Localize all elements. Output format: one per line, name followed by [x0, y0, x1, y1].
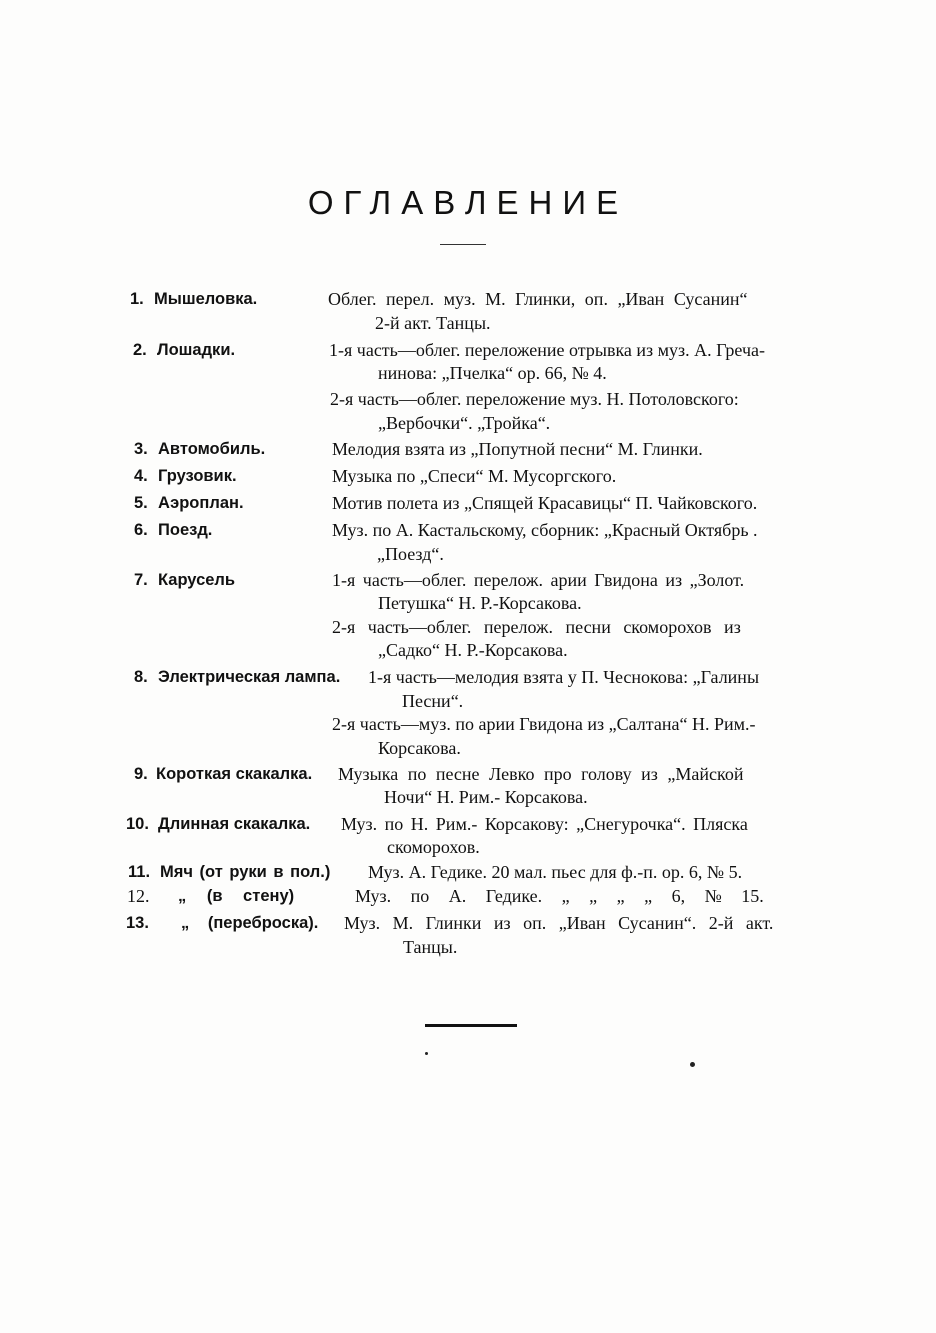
entry-description-line: 2-я часть—облег. перелож. песни скоморохов из: [332, 617, 741, 637]
entry-description-line: Муз. А. Гедике. 20 мал. пьес для ф.-п. ор. 6, № 5.: [368, 862, 743, 882]
entry-description-line: Муз. по Н. Рим.- Корсакову: „Снегурочка“. Пляска: [341, 814, 748, 834]
print-speck: [425, 1052, 428, 1055]
entry-description-line: „Поезд“.: [377, 544, 444, 564]
entry-description-line: нинова: „Пчелка“ ор. 66, № 4.: [378, 363, 607, 383]
entry-number: 9.: [134, 765, 148, 783]
entry-number: 6.: [134, 521, 148, 539]
entry-description-line: 1-я часть—облег. переложение отрывка из муз. А. Греча-: [329, 340, 765, 360]
entry-number: 13.: [126, 914, 149, 932]
entry-title: Поезд.: [158, 521, 213, 539]
entry-description-line: 2-я часть—облег. переложение муз. Н. Потоловского:: [330, 389, 739, 409]
entry-description-line: Музыка по „Спеси“ М. Мусоргского.: [332, 466, 617, 486]
entry-number: 3.: [134, 440, 148, 458]
entry-description-line: 1-я часть—облег. перелож. арии Гвидона из „Золот.: [332, 570, 745, 590]
entry-number: 4.: [134, 467, 148, 485]
entry-description-line: „Вербочки“. „Тройка“.: [378, 413, 551, 433]
bottom-ornament-rule: [425, 1024, 517, 1027]
entry-description-line: Облег. перел. муз. М. Глинки, оп. „Иван Сусанин“: [328, 289, 748, 309]
entry-description-line: Корсакова.: [378, 738, 461, 758]
entry-title: Электрическая лампа.: [158, 668, 341, 686]
entry-number: 1.: [130, 290, 144, 308]
entry-number: 11.: [128, 863, 151, 881]
entry-title: Мяч (от руки в пол.): [160, 863, 331, 881]
entry-description-line: Мотив полета из „Спящей Красавицы“ П. Чайковского.: [332, 493, 758, 513]
entry-description-line: скоморохов.: [387, 837, 480, 857]
entry-title: Грузовик.: [158, 467, 237, 485]
entry-description-line: Песни“.: [402, 691, 464, 711]
entry-number: 2.: [133, 341, 147, 359]
entry-description-line: Петушка“ Н. Р.-Корсакова.: [378, 593, 582, 613]
entry-number: 7.: [134, 571, 148, 589]
entry-description-line: Музыка по песне Левко про голову из „Майской: [338, 764, 744, 784]
entry-description-line: 2-я часть—муз. по арии Гвидона из „Салтана“ Н. Рим.-: [332, 714, 756, 734]
entry-description-line: „Садко“ Н. Р.-Корсакова.: [378, 640, 568, 660]
entry-title: „ (в стену): [178, 887, 295, 905]
entry-description-line: Танцы.: [403, 937, 458, 957]
entry-title: Карусель: [158, 571, 236, 589]
entry-title: Аэроплан.: [158, 494, 244, 512]
entry-description-line: Муз. по А. Кастальскому, сборник: „Красный Октябрь .: [332, 520, 758, 540]
entry-description-line: 1-я часть—мелодия взята у П. Чеснокова: „Галины: [368, 667, 760, 687]
print-speck: [690, 1062, 695, 1067]
entry-description-line: Муз. М. Глинки из оп. „Иван Сусанин“. 2-й акт.: [344, 913, 774, 933]
entry-title: Короткая скакалка.: [156, 765, 313, 783]
entry-number: 5.: [134, 494, 148, 512]
entry-description-line: Мелодия взята из „Попутной песни“ М. Глинки.: [332, 439, 703, 459]
entry-number: 8.: [134, 668, 148, 686]
title-divider: [440, 244, 486, 245]
entry-number: 10.: [126, 815, 149, 833]
entry-description-line: 2-й акт. Танцы.: [375, 313, 491, 333]
page-title: ОГЛАВЛЕНИЕ: [307, 184, 629, 221]
entry-title: Автомобиль.: [158, 440, 266, 458]
entry-number: 12.: [127, 886, 150, 906]
entry-title: Длинная скакалка.: [158, 815, 311, 833]
entry-description-line: Ночи“ Н. Рим.- Корсакова.: [384, 787, 588, 807]
entry-title: „ (переброска).: [181, 914, 319, 932]
entry-title: Лошадки.: [157, 341, 236, 359]
entry-title: Мышеловка.: [154, 290, 258, 308]
entry-description-line: Муз. по А. Гедике. „ „ „ „ 6, № 15.: [355, 886, 764, 906]
